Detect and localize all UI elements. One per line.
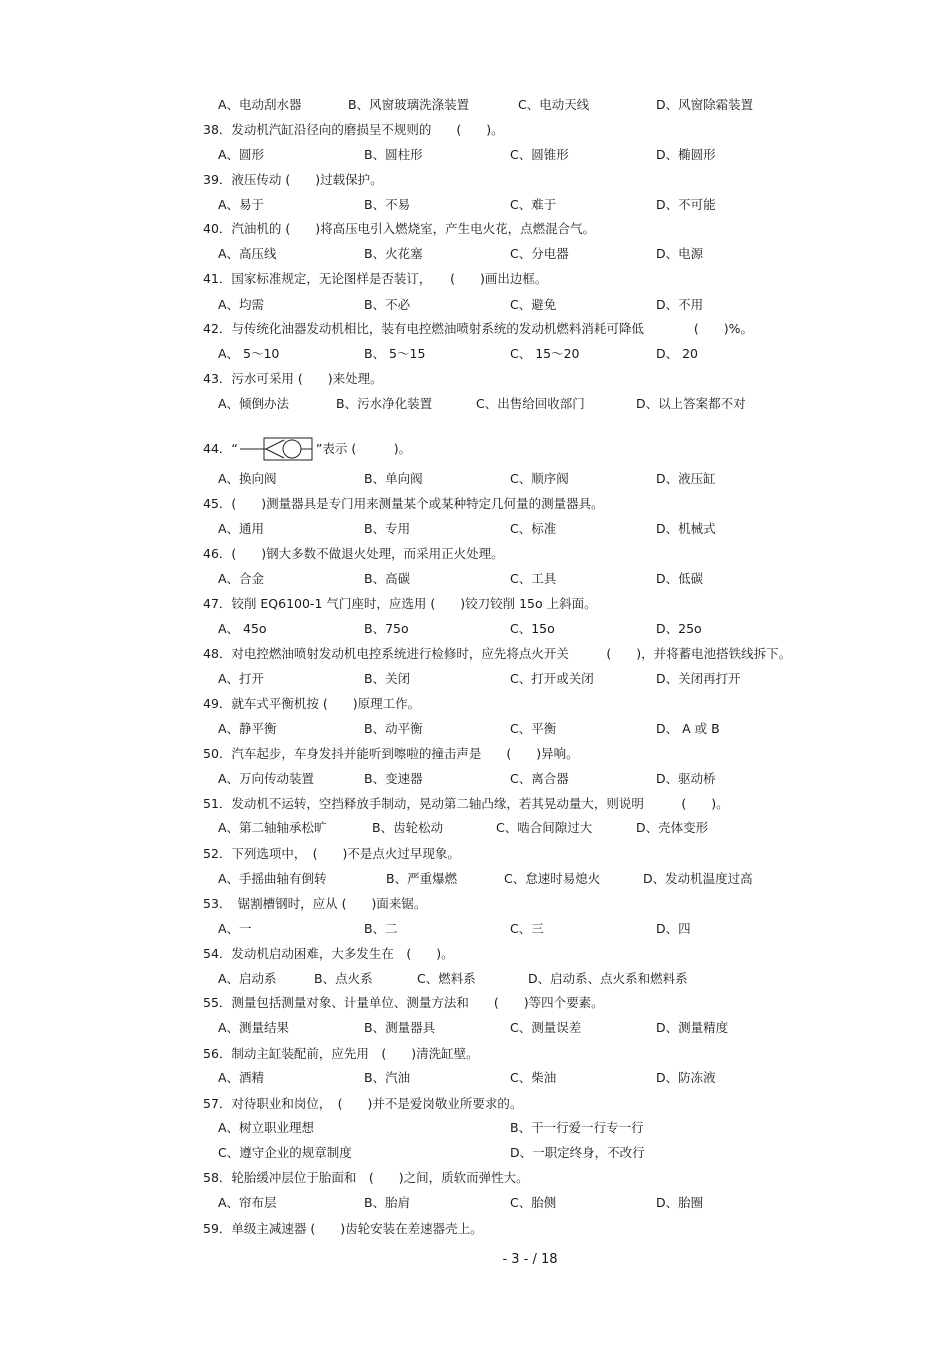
answer-option: B、高碳 [364, 571, 411, 586]
answer-option: C、分电器 [510, 246, 569, 261]
answer-option: B、圆柱形 [364, 147, 423, 162]
question-text: 42．与传统化油器发动机相比，装有电控燃油喷射系统的发动机燃料消耗可降低 ( )%。 [203, 321, 754, 336]
question-text: 54．发动机启动困难，大多发生在 ( )。 [203, 946, 454, 961]
question-text: 51．发动机不运转，空挡释放手制动，晃动第二轴凸缘，若其晃动量大，则说明 ( )。 [203, 796, 729, 811]
answer-option: B、火花塞 [364, 246, 423, 261]
answer-option: C、三 [510, 921, 544, 936]
page-number: - 3 - / 18 [502, 1252, 558, 1267]
answer-option: D、四 [656, 921, 691, 936]
answer-option: D、胎圈 [656, 1195, 704, 1210]
answer-option: A、启动系 [218, 971, 277, 986]
answer-option: B、变速器 [364, 771, 423, 786]
answer-option: C、胎侧 [510, 1195, 557, 1210]
answer-option: B、胎肩 [364, 1195, 411, 1210]
answer-option: D、发动机温度过高 [643, 871, 753, 886]
question-prefix: 44．“ [203, 441, 238, 456]
question-text: 41．国家标准规定，无论图样是否装订， ( )画出边框。 [203, 271, 548, 286]
check-valve-symbol-icon [240, 436, 314, 462]
answer-option: A、第二轴轴承松旷 [218, 820, 327, 835]
answer-option: C、遵守企业的规章制度 [218, 1145, 352, 1160]
answer-option: B、汽油 [364, 1070, 411, 1085]
answer-option: C、测量误差 [510, 1020, 582, 1035]
answer-option: A、 5～10 [218, 346, 280, 361]
answer-option: C、标准 [510, 521, 557, 536]
answer-option: A、圆形 [218, 147, 265, 162]
answer-option: D、椭圆形 [656, 147, 716, 162]
answer-option: B、 5～15 [364, 346, 426, 361]
answer-option: A、通用 [218, 521, 265, 536]
question-text: 40．汽油机的 ( )将高压电引入燃烧室，产生电火花，点燃混合气。 [203, 221, 596, 236]
answer-option: B、污水净化装置 [336, 396, 433, 411]
answer-option: D、低碳 [656, 571, 704, 586]
answer-option: A、万向传动装置 [218, 771, 315, 786]
answer-option: C、电动天线 [518, 97, 590, 112]
answer-option: B、75o [364, 621, 409, 636]
answer-option: A、高压线 [218, 246, 277, 261]
answer-option: D、驱动桥 [656, 771, 716, 786]
answer-option: A、帘布层 [218, 1195, 277, 1210]
answer-option: A、静平衡 [218, 721, 277, 736]
question-text: 46．( )钢大多数不做退火处理，而采用正火处理。 [203, 546, 504, 561]
answer-option: A、易于 [218, 197, 265, 212]
question-text: 56．制动主缸装配前，应先用 ( )清洗缸壁。 [203, 1046, 479, 1061]
answer-option: D、25o [656, 621, 702, 636]
question-text: 49．就车式平衡机按 ( )原理工作。 [203, 696, 421, 711]
answer-option: D、防冻液 [656, 1070, 716, 1085]
answer-option: D、一职定终身，不改行 [510, 1145, 645, 1160]
answer-option: B、点火系 [314, 971, 373, 986]
answer-option: D、 20 [656, 346, 699, 361]
answer-option: B、测量器具 [364, 1020, 436, 1035]
answer-option: B、风窗玻璃洗涤装置 [348, 97, 470, 112]
answer-option: C、15o [510, 621, 555, 636]
answer-option: A、换向阀 [218, 471, 277, 486]
question-text: 47．铰削 EQ6100-1 气门座时，应选用 ( )铰刀铰削 15o 上斜面。 [203, 596, 597, 611]
answer-option: B、不必 [364, 297, 411, 312]
answer-option: B、严重爆燃 [386, 871, 458, 886]
answer-option: B、齿轮松动 [372, 820, 444, 835]
answer-option: B、干一行爱一行专一行 [510, 1120, 644, 1135]
answer-option: C、出售给回收部门 [476, 396, 585, 411]
question-text: 48．对电控燃油喷射发动机电控系统进行检修时，应先将点火开关 ( )，并将蓄电池搭铁线拆下。 [203, 646, 792, 661]
answer-option: C、圆锥形 [510, 147, 569, 162]
answer-option: B、单向阀 [364, 471, 423, 486]
answer-option: B、关闭 [364, 671, 411, 686]
question-suffix: ”表示 ( )。 [315, 441, 412, 456]
answer-option: A、打开 [218, 671, 265, 686]
answer-option: C、 15～20 [510, 346, 580, 361]
answer-option: D、电源 [656, 246, 704, 261]
answer-option: C、避免 [510, 297, 557, 312]
answer-option: D、不用 [656, 297, 704, 312]
answer-option: B、不易 [364, 197, 411, 212]
answer-option: C、怠速时易熄火 [504, 871, 601, 886]
question-text: 45．( )测量器具是专门用来测量某个或某种特定几何量的测量器具。 [203, 496, 604, 511]
answer-option: C、平衡 [510, 721, 557, 736]
answer-option: D、 A 或 B [656, 721, 720, 736]
answer-option: C、顺序阀 [510, 471, 569, 486]
question-text [203, 436, 411, 462]
answer-option: D、机械式 [656, 521, 716, 536]
answer-option: A、酒精 [218, 1070, 265, 1085]
question-text: 38．发动机汽缸沿径向的磨损呈不规则的 ( )。 [203, 122, 504, 137]
answer-option: A、倾倒办法 [218, 396, 290, 411]
answer-option: D、测量精度 [656, 1020, 729, 1035]
answer-option: A、 45o [218, 621, 267, 636]
question-text: 59．单级主减速器 ( )齿轮安装在差速器壳上。 [203, 1221, 483, 1236]
page-footer [0, 1252, 950, 1267]
answer-option: A、电动刮水器 [218, 97, 302, 112]
answer-option: C、啮合间隙过大 [496, 820, 593, 835]
answer-option: A、均需 [218, 297, 265, 312]
answer-option: D、风窗除霜装置 [656, 97, 754, 112]
answer-option: C、打开或关闭 [510, 671, 594, 686]
answer-option: D、液压缸 [656, 471, 716, 486]
answer-option: A、树立职业理想 [218, 1120, 315, 1135]
answer-option: D、关闭再打开 [656, 671, 741, 686]
answer-option: A、一 [218, 921, 252, 936]
question-text: 58．轮胎缓冲层位于胎面和 ( )之间，质软而弹性大。 [203, 1170, 529, 1185]
question-text: 50．汽车起步，车身发抖并能听到嚓啦的撞击声是 ( )异响。 [203, 746, 579, 761]
answer-option: D、不可能 [656, 197, 716, 212]
answer-option: A、测量结果 [218, 1020, 290, 1035]
answer-option: D、以上答案都不对 [636, 396, 746, 411]
answer-option: C、柴油 [510, 1070, 557, 1085]
answer-option: D、壳体变形 [636, 820, 709, 835]
answer-option: C、工具 [510, 571, 557, 586]
question-text: 57．对待职业和岗位， ( )并不是爱岗敬业所要求的。 [203, 1096, 523, 1111]
answer-option: B、二 [364, 921, 398, 936]
question-text: 55．测量包括测量对象、计量单位、测量方法和 ( )等四个要素。 [203, 995, 604, 1010]
answer-option: C、难于 [510, 197, 557, 212]
answer-option: D、启动系、点火系和燃料系 [528, 971, 688, 986]
question-text: 39．液压传动 ( )过载保护。 [203, 172, 383, 187]
question-text: 43．污水可采用 ( )来处理。 [203, 371, 383, 386]
answer-option: C、离合器 [510, 771, 569, 786]
answer-option: B、专用 [364, 521, 411, 536]
question-text: 52．下列选项中， ( )不是点火过早现象。 [203, 846, 460, 861]
answer-option: A、手摇曲轴有倒转 [218, 871, 327, 886]
answer-option: C、燃料系 [417, 971, 476, 986]
answer-option: A、合金 [218, 571, 265, 586]
answer-option: B、动平衡 [364, 721, 423, 736]
question-text: 53． 锯割槽钢时，应从 ( )面来锯。 [203, 896, 427, 911]
